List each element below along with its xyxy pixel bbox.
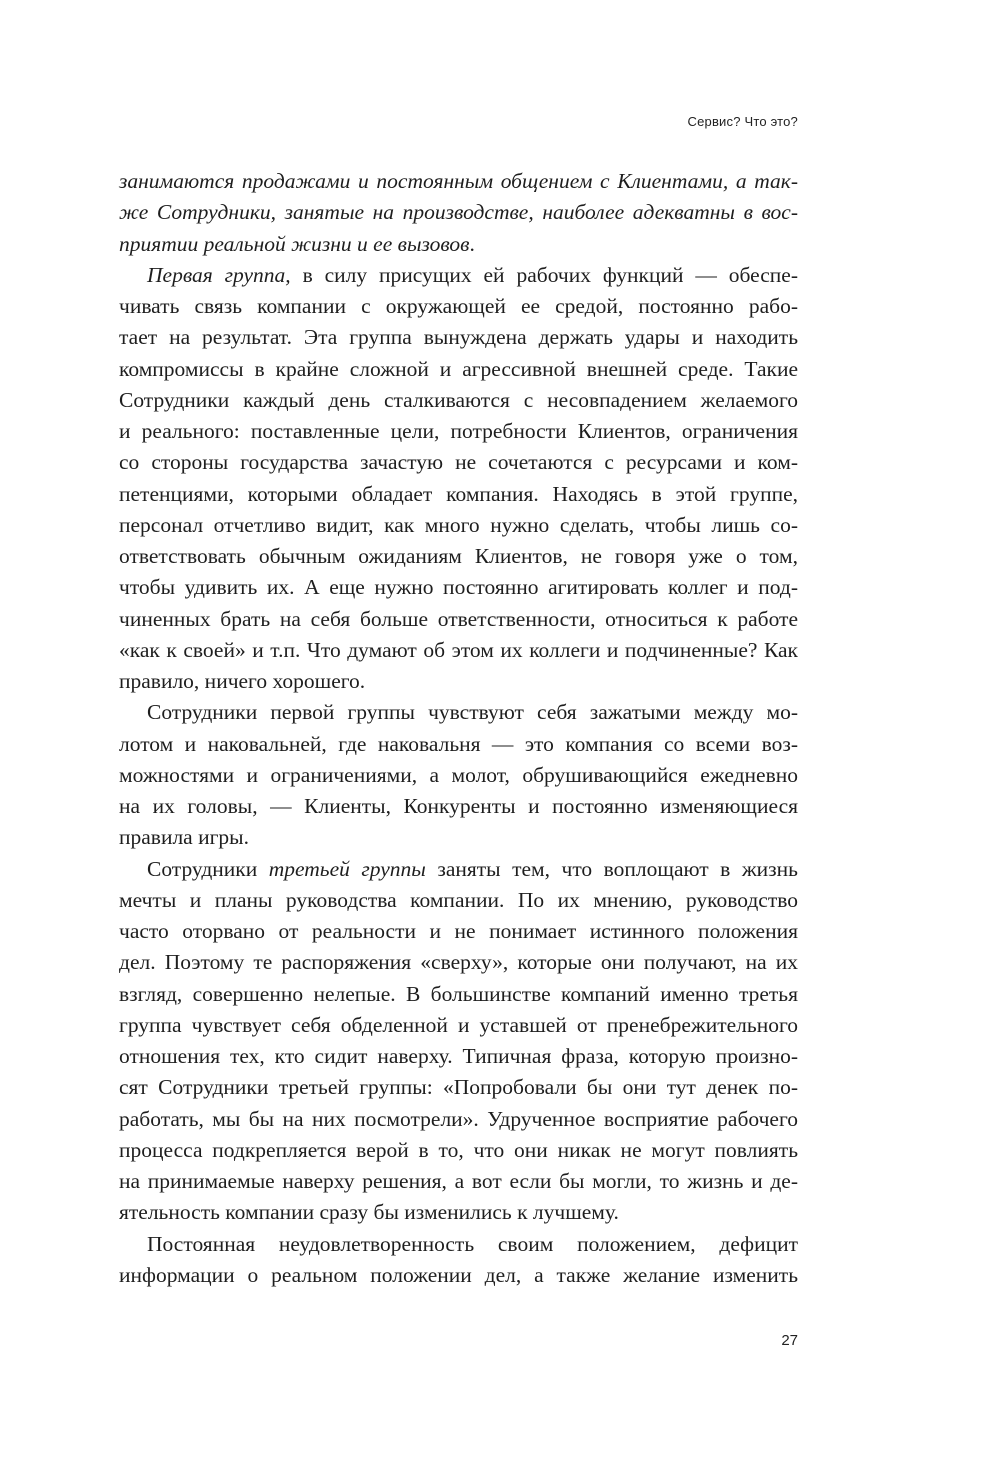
- text: петенциями, которыми обладает компания. Находясь в этой группе,: [119, 481, 798, 506]
- text: на принимаемые наверху решения, а вот если бы могли, то жизнь и де-: [119, 1169, 798, 1193]
- text: и реального: поставленные цели, потребности Клиентов, ограничения: [119, 419, 798, 443]
- paragraph: [119, 166, 798, 260]
- text-line: [119, 604, 798, 635]
- text: мечты и планы руководства компании. По их мнению, руководство: [119, 887, 798, 912]
- text: тает на результат. Эта группа вынуждена держать удары и находить: [119, 325, 798, 350]
- text: дел. Поэтому те распоряжения «сверху», которые они получают, на их: [119, 950, 798, 975]
- italic-text: приятии реальной жизни и ее вызовов: [119, 231, 470, 256]
- text-line: [119, 479, 798, 510]
- italic-text: третьей группы: [268, 856, 426, 881]
- text: Сотрудники: [147, 856, 269, 881]
- text-line: [119, 510, 798, 541]
- text: .: [469, 231, 475, 256]
- text: сят Сотрудники третьей группы: «Попробовали бы они тут денек по-: [119, 1075, 798, 1100]
- text: Сотрудники каждый день сталкиваются с несовпадением желаемого: [119, 387, 798, 412]
- text: взгляд, совершенно нелепые. В большинстве компаний именно третья: [119, 981, 798, 1006]
- text-line: [119, 822, 798, 853]
- text: чтобы удивить их. А еще нужно постоянно агитировать коллег и под-: [119, 575, 798, 600]
- text-line: [119, 447, 798, 478]
- text-line: [119, 729, 798, 760]
- text: компромиссы в крайне сложной и агрессивной внешней среде. Такие: [119, 356, 798, 381]
- text-line: [119, 416, 798, 447]
- italic-text: же Сотрудники, занятые на производстве, наиболее адекватны в вос-: [119, 200, 798, 225]
- text-line: [119, 541, 798, 572]
- text-line: [119, 385, 798, 416]
- text: чиненных брать на себя больше ответственности, относиться к работе: [119, 606, 798, 631]
- text-line: [119, 1041, 798, 1072]
- text-line: [119, 260, 798, 291]
- text-line: [119, 1072, 798, 1103]
- text: заняты тем, что воплощают в жизнь: [425, 856, 798, 881]
- body-text: [119, 166, 798, 1291]
- text: ятельность компании сразу бы изменились к лучшему.: [119, 1200, 619, 1225]
- text: группа чувствует себя обделенной и уставшей от пренебрежительного: [119, 1012, 798, 1037]
- text-line: [119, 854, 798, 885]
- text-line: [119, 1197, 798, 1228]
- text: Сотрудники первой группы чувствуют себя зажатыми между мо-: [147, 700, 798, 725]
- text: правила игры.: [119, 825, 249, 850]
- page-number: 27: [781, 1332, 798, 1349]
- text: правило, ничего хорошего.: [119, 669, 366, 693]
- text-line: [119, 1104, 798, 1135]
- text-line: [119, 791, 798, 822]
- text-line: [119, 979, 798, 1010]
- text-line: [119, 1166, 798, 1197]
- text: ответствовать обычным ожиданиям Клиентов, не говоря уже о том,: [119, 544, 798, 568]
- text: персонал отчетливо видит, как много нужно сделать, чтобы лишь со-: [119, 512, 798, 537]
- text-line: [119, 947, 798, 978]
- text-line: [119, 697, 798, 728]
- italic-text: занимаются продажами и постоянным общением с Клиентами, а так-: [119, 169, 798, 193]
- text-line: [119, 666, 798, 697]
- paragraph: [119, 697, 798, 853]
- text-line: [119, 635, 798, 666]
- text: информации о реальном положении дел, а также желание изменить: [119, 1262, 798, 1287]
- text-line: [119, 760, 798, 791]
- text: процесса подкрепляется верой в то, что они никак не могут повлиять: [119, 1137, 798, 1162]
- italic-text: Первая группа,: [147, 262, 291, 287]
- text: можностями и ограничениями, а молот, обрушивающийся ежедневно: [119, 762, 798, 787]
- text-line: [119, 916, 798, 947]
- paragraph: [119, 854, 798, 1229]
- text-line: [119, 229, 798, 260]
- text: чивать связь компании с окружающей ее средой, постоянно рабо-: [119, 294, 798, 318]
- text: отношения тех, кто сидит наверху. Типичная фраза, которую произно-: [119, 1044, 798, 1068]
- text: работать, мы бы на них посмотрели». Удрученное восприятие рабочего: [119, 1106, 798, 1131]
- text: в силу присущих ей рабочих функций — обеспе-: [290, 262, 798, 287]
- text-line: [119, 166, 798, 197]
- text: Постоянная неудовлетворенность своим положением, дефицит: [147, 1231, 798, 1256]
- text: со стороны государства зачастую не сочетаются с ресурсами и ком-: [119, 450, 798, 475]
- text-line: [119, 354, 798, 385]
- text-line: [119, 1260, 798, 1291]
- text-line: [119, 291, 798, 322]
- paragraph: [119, 260, 798, 698]
- text: лотом и наковальней, где наковальня — это компания со всеми воз-: [119, 731, 798, 756]
- text: часто оторвано от реальности и не понимает истинного положения: [119, 919, 798, 943]
- text: «как к своей» и т.п. Что думают об этом их коллеги и подчиненные? Как: [119, 637, 798, 662]
- text-line: [119, 197, 798, 228]
- running-head: Сервис? Что это?: [687, 114, 798, 129]
- paragraph: [119, 1229, 798, 1292]
- text-line: [119, 1010, 798, 1041]
- text-line: [119, 322, 798, 353]
- text-line: [119, 572, 798, 603]
- text-line: [119, 885, 798, 916]
- text: на их головы, — Клиенты, Конкуренты и постоянно изменяющиеся: [119, 794, 798, 818]
- text-line: [119, 1135, 798, 1166]
- text-line: [119, 1229, 798, 1260]
